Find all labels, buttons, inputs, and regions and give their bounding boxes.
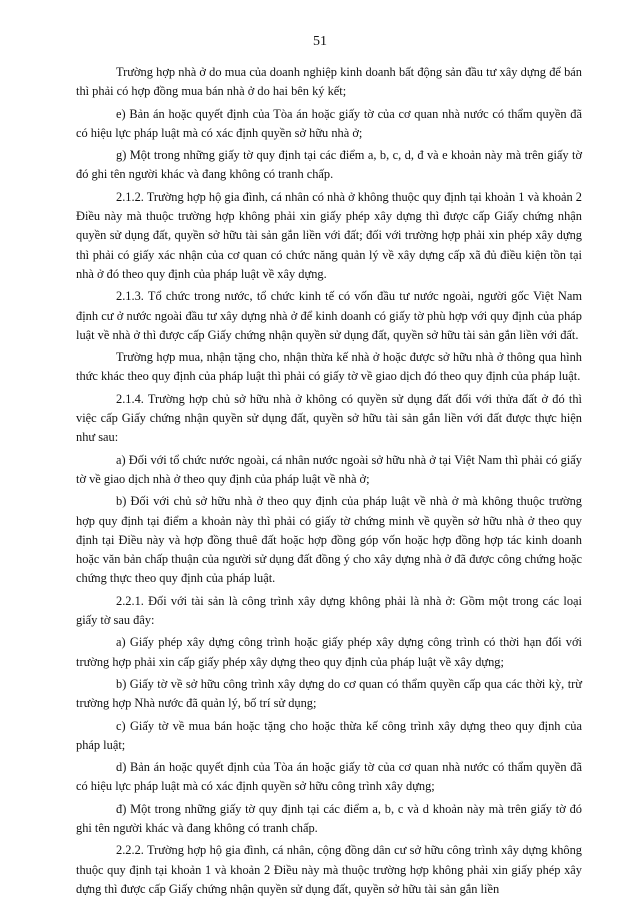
paragraph: Trường hợp nhà ở do mua của doanh nghiệp kinh doanh bất động sản đầu tư xây dựng để bán thì phải có hợp đồng mua bán nhà ở do hai bên ký kết;	[76, 65, 582, 99]
paragraph: e) Bản án hoặc quyết định của Tòa án hoặc giấy tờ của cơ quan nhà nước có thẩm quyền đã có hiệu lực pháp luật mà có xác định quyền sở hữu nhà ở;	[76, 106, 582, 140]
paragraph: 2.1.4. Trường hợp chủ sở hữu nhà ở không có quyền sử dụng đất đối với thửa đất ở đó thì việc cấp Giấy chứng nhận quyền sử dụng đất, quyền sở hữu tài sản gắn liền với đất được thực hiện như sau:	[76, 391, 582, 445]
paragraph: 2.1.3. Tổ chức trong nước, tổ chức kinh tế có vốn đầu tư nước ngoài, người gốc Việt Nam định cư ở nước ngoài đầu tư xây dựng nhà ở để kinh doanh có giấy tờ phù hợp với quy định của pháp luật về nhà ở thì được cấp Giấy chứng nhận quyền sử dụng đất, quyền sở hữu tài sản gắn liền với đất.	[76, 289, 582, 342]
paragraph: Trường hợp mua, nhận tặng cho, nhận thừa kế nhà ở hoặc được sở hữu nhà ở thông qua hình thức khác theo quy định của pháp luật thì phải có giấy tờ về giao dịch đó theo quy định của pháp luật.	[76, 350, 582, 384]
paragraph: g) Một trong những giấy tờ quy định tại các điểm a, b, c, d, đ và e khoản này mà trên giấy tờ đó ghi tên người khác và đang không có tranh chấp.	[76, 148, 582, 182]
page-number: 51	[313, 34, 327, 49]
paragraph: 2.1.2. Trường hợp hộ gia đình, cá nhân có nhà ở không thuộc quy định tại khoản 1 và khoản 2 Điều này mà thuộc trường hợp không phải xin giấy phép xây dựng thì được cấp Giấy chứng nhận quyền sử dụng đất, quyền sở hữu tài sản gắn liền với đất; đối với trường hợp phải xin phép xây dựng thì phải có giấy xác nhận của cơ quan có chức năng quản lý về xây dựng cấp xã đủ điều kiện tồn tại nhà ở đó theo quy định của pháp luật về xây dựng.	[76, 189, 582, 281]
paragraph: a) Giấy phép xây dựng công trình hoặc giấy phép xây dựng công trình có thời hạn đối với trường hợp phải xin cấp giấy phép xây dựng theo quy định của pháp luật về xây dựng;	[76, 635, 582, 669]
paragraph: b) Đối với chủ sở hữu nhà ở theo quy định của pháp luật về nhà ở mà không thuộc trường hợp quy định tại điểm a khoản này thì phải có giấy tờ chứng minh về quyền sở hữu nhà ở theo quy định tại Điều này và hợp đồng thuê đất hoặc hợp đồng góp vốn hoặc hợp đồng hợp tác kinh doanh hoặc văn bản chấp thuận của người sử dụng đất đồng ý cho xây dựng nhà ở đã được công chứng hoặc chứng thực theo quy định của pháp luật.	[76, 494, 582, 586]
paragraph: 2.2.1. Đối với tài sản là công trình xây dựng không phải là nhà ở: Gồm một trong các loại giấy tờ sau đây:	[76, 593, 582, 628]
paragraph: b) Giấy tờ về sở hữu công trình xây dựng do cơ quan có thẩm quyền cấp qua các thời kỳ, trừ trường hợp Nhà nước đã quản lý, bố trí sử dụng;	[76, 676, 582, 711]
page-body	[76, 63, 582, 902]
paragraph: c) Giấy tờ về mua bán hoặc tặng cho hoặc thừa kế công trình xây dựng theo quy định của pháp luật;	[76, 718, 582, 752]
paragraph: đ) Một trong những giấy tờ quy định tại các điểm a, b, c và d khoản này mà trên giấy tờ đó ghi tên người khác và đang không có tranh chấp.	[76, 801, 582, 835]
paragraph: 2.2.2. Trường hợp hộ gia đình, cá nhân, cộng đồng dân cư sở hữu công trình xây dựng không thuộc quy định tại khoản 1 và khoản 2 Điều này mà thuộc trường hợp không phải xin giấy phép xây dựng thì được cấp Giấy chứng nhận quyền sử dụng đất, quyền sở hữu tài sản gắn liền	[76, 843, 582, 896]
paragraph: a) Đối với tổ chức nước ngoài, cá nhân nước ngoài sở hữu nhà ở tại Việt Nam thì phải có giấy tờ về giao dịch nhà ở theo quy định của pháp luật về nhà ở;	[76, 452, 582, 486]
paragraph: d) Bản án hoặc quyết định của Tòa án hoặc giấy tờ của cơ quan nhà nước có thẩm quyền đã có hiệu lực pháp luật mà có xác định quyền sở hữu công trình xây dựng;	[76, 760, 582, 794]
